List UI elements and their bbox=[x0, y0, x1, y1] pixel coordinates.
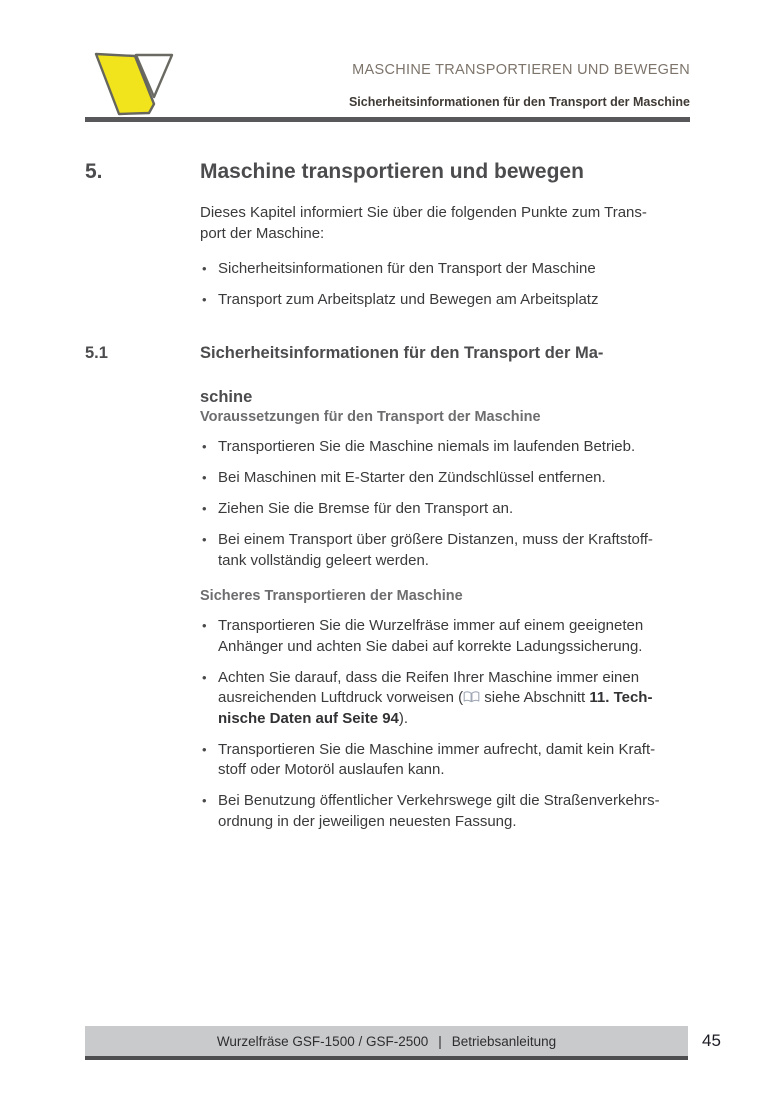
intro-line: port der Maschine: bbox=[200, 224, 325, 242]
section-title-line: Sicherheitsinformationen für den Transport der Ma- bbox=[200, 344, 604, 362]
list-item-text: Sicherheitsinformationen für den Transport der Maschine bbox=[218, 260, 596, 277]
section-title bbox=[200, 331, 690, 419]
subheading-voraussetzungen-row bbox=[85, 409, 690, 425]
bullet-icon: • bbox=[202, 741, 207, 757]
list-item-text: Transport zum Arbeitsplatz und Bewegen am Arbeitsplatz bbox=[218, 291, 599, 308]
cross-reference-bold: 11. Tech- bbox=[589, 689, 653, 706]
list-item-text: tank vollständig geleert werden. bbox=[218, 551, 429, 569]
bullet-icon: • bbox=[202, 261, 207, 276]
chapter-intro bbox=[85, 203, 690, 244]
footer-bar bbox=[85, 1026, 688, 1060]
list-item-text: Achten Sie darauf, dass die Reifen Ihrer Maschine immer einen bbox=[218, 668, 640, 686]
list-item bbox=[200, 791, 690, 832]
list-item-text: Transportieren Sie die Wurzelfräse immer auf einem geeigneten bbox=[218, 617, 644, 634]
list-item bbox=[200, 499, 690, 520]
list-item-text bbox=[218, 709, 690, 730]
section-title-line: schine bbox=[200, 388, 253, 406]
list-item-text: Bei Benutzung öffentlicher Verkehrswege gilt die Straßenverkehrs- bbox=[218, 792, 660, 809]
subheading-voraussetzungen: Voraussetzungen für den Transport der Maschine bbox=[200, 409, 541, 425]
list-item-text bbox=[218, 688, 690, 709]
chapter-heading-row bbox=[85, 160, 690, 184]
bullet-icon: • bbox=[202, 501, 207, 516]
chapter-title: Maschine transportieren und bewegen bbox=[200, 160, 584, 183]
chapter-overview-list bbox=[85, 259, 690, 321]
bullet-icon: • bbox=[202, 793, 207, 808]
bullet-icon: • bbox=[202, 669, 207, 685]
page-number: 45 bbox=[702, 1031, 721, 1050]
list-item-text: ordnung in der jeweiligen neuesten Fassung. bbox=[218, 812, 517, 830]
reference-text: ). bbox=[398, 709, 409, 727]
header-rule bbox=[85, 117, 690, 122]
list-item bbox=[200, 290, 690, 311]
footer-divider: | bbox=[438, 1033, 442, 1049]
list-item-text: stoff oder Motoröl auslaufen kann. bbox=[218, 761, 445, 778]
footer-model-text: Wurzelfräse GSF-1500 / GSF-2500 bbox=[216, 1033, 429, 1049]
bullet-icon: • bbox=[202, 618, 207, 633]
footer-text bbox=[217, 1034, 556, 1049]
list-item bbox=[200, 259, 690, 280]
bullet-icon: • bbox=[202, 532, 207, 547]
list-item-text: Ziehen Sie die Bremse für den Transport an. bbox=[218, 500, 514, 517]
reference-text: siehe Abschnitt bbox=[480, 689, 590, 706]
brand-logo bbox=[88, 47, 176, 124]
cross-reference-bold: nische Daten auf Seite 94 bbox=[218, 709, 399, 727]
section-heading-row bbox=[85, 331, 690, 419]
subheading-sicheres: Sicheres Transportieren der Maschine bbox=[200, 588, 463, 604]
sicheres-list bbox=[85, 616, 690, 843]
header-section-subtitle: Sicherheitsinformationen für den Transport der Maschine bbox=[348, 95, 690, 109]
list-item bbox=[200, 668, 690, 730]
voraussetzungen-list bbox=[85, 437, 690, 582]
list-item bbox=[200, 740, 690, 781]
list-item bbox=[200, 468, 690, 489]
footer-doc-type: Betriebsanleitung bbox=[451, 1033, 557, 1049]
list-item-text: Anhänger und achten Sie dabei auf korrekte Ladungssicherung. bbox=[218, 637, 643, 655]
section-number: 5.1 bbox=[85, 344, 108, 362]
header-chapter-kicker: MASCHINE TRANSPORTIEREN UND BEWEGEN bbox=[352, 62, 690, 78]
intro-line: Dieses Kapitel informiert Sie über die folgenden Punkte zum Trans- bbox=[200, 204, 647, 221]
bullet-icon: • bbox=[202, 470, 207, 485]
list-item-text: Bei Maschinen mit E-Starter den Zündschlüssel entfernen. bbox=[218, 469, 606, 486]
list-item-text: Transportieren Sie die Maschine immer aufrecht, damit kein Kraft- bbox=[218, 740, 656, 758]
open-book-icon bbox=[463, 691, 480, 703]
subheading-sicheres-row bbox=[85, 588, 690, 604]
chapter-number: 5. bbox=[85, 160, 103, 183]
bullet-icon: • bbox=[202, 292, 207, 307]
list-item-text: Bei einem Transport über größere Distanzen, muss der Kraftstoff- bbox=[218, 531, 653, 548]
list-item bbox=[200, 616, 690, 657]
brand-logo-graphic bbox=[88, 47, 176, 119]
list-item-text: Transportieren Sie die Maschine niemals im laufenden Betrieb. bbox=[218, 438, 636, 455]
bullet-icon: • bbox=[202, 439, 207, 454]
list-item bbox=[200, 437, 690, 458]
running-header bbox=[349, 62, 690, 109]
reference-text: ausreichenden Luftdruck vorweisen ( bbox=[218, 689, 464, 706]
list-item bbox=[200, 530, 690, 571]
